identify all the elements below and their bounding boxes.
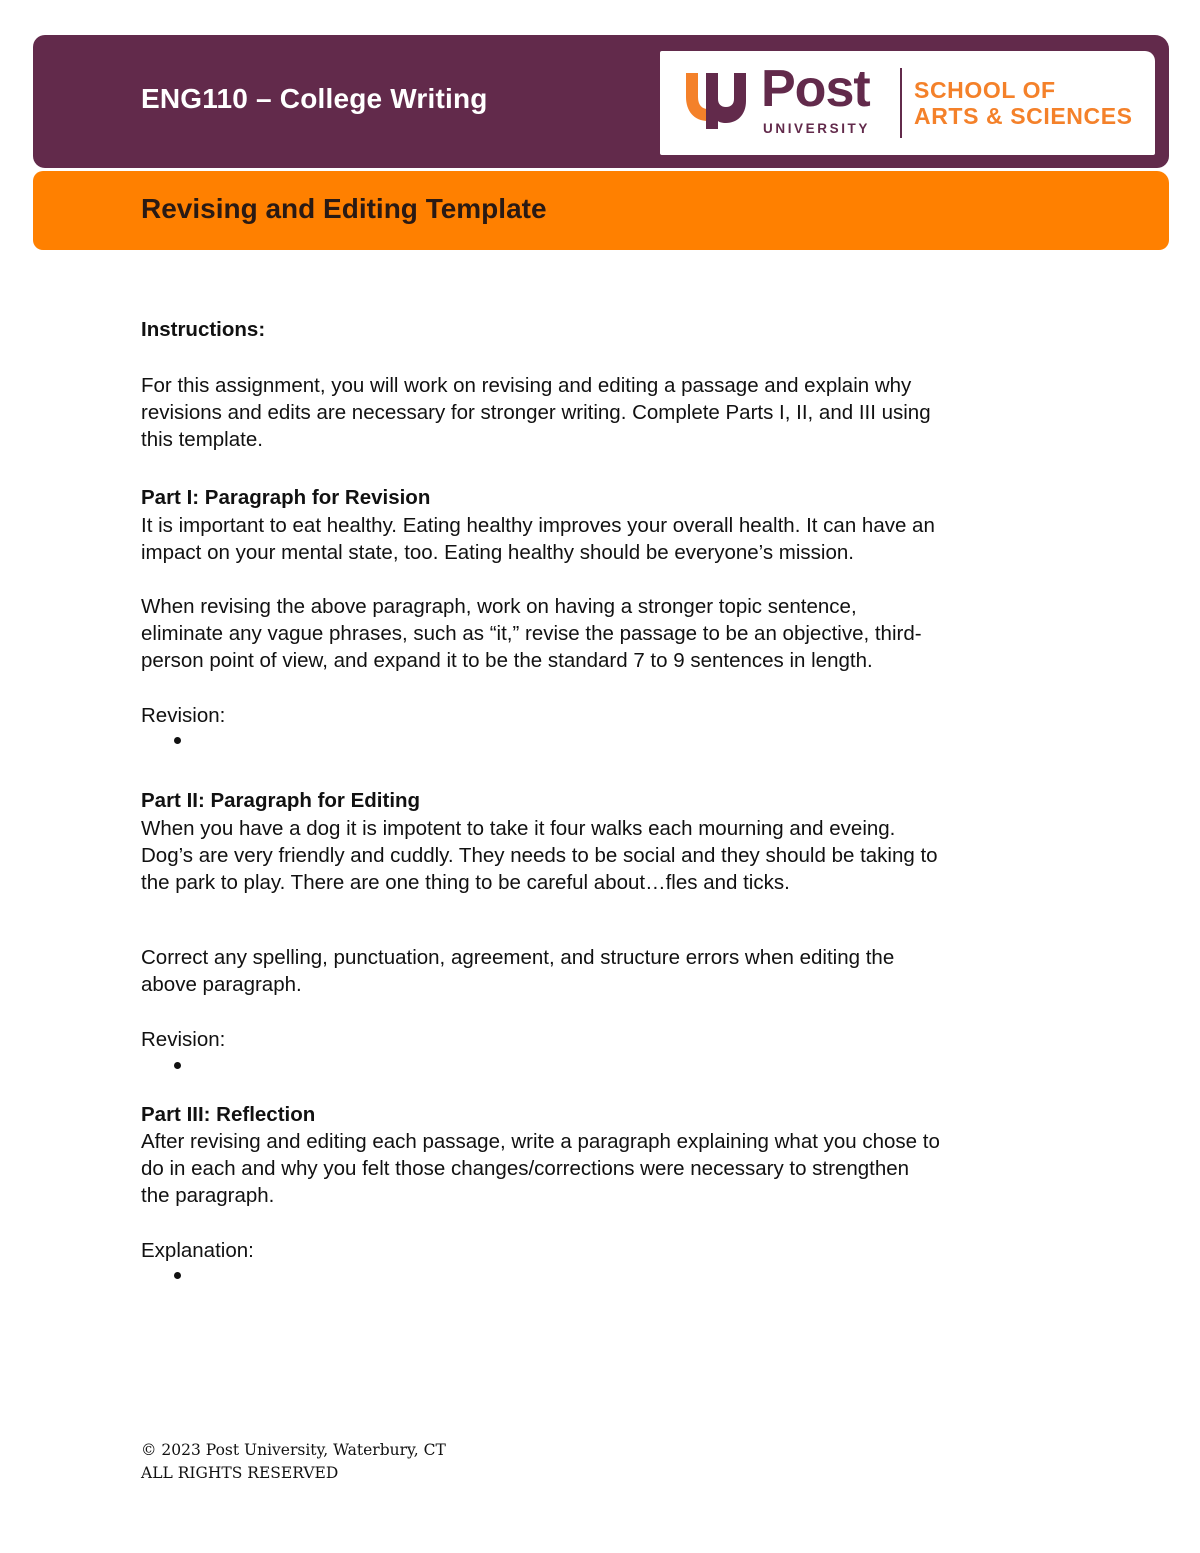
instructions-line: revisions and edits are necessary for stronger writing. Complete Parts I, II, and III using	[141, 401, 931, 424]
footer-copyright: © 2023 Post University, Waterbury, CT	[141, 1441, 446, 1459]
course-title: ENG110 – College Writing	[141, 83, 488, 114]
post-university-logo	[660, 51, 1155, 155]
document-title: Revising and Editing Template	[141, 193, 547, 224]
part1-instructions-line: When revising the above paragraph, work on having a stronger topic sentence,	[141, 595, 857, 618]
header-band	[33, 35, 1169, 168]
part1-instructions-line: person point of view, and expand it to be the standard 7 to 9 sentences in length.	[141, 649, 873, 672]
post-u-mark-icon	[684, 69, 748, 131]
part3-paragraph-line: After revising and editing each passage, write a paragraph explaining what you chose to	[141, 1130, 940, 1153]
part3-paragraph-line: the paragraph.	[141, 1184, 275, 1207]
part1-instructions-line: eliminate any vague phrases, such as “it,” revise the passage to be an objective, third-	[141, 622, 922, 645]
part2-instructions-line: above paragraph.	[141, 973, 302, 996]
logo-school-line1: SCHOOL OF	[914, 77, 1056, 103]
logo-divider	[900, 68, 902, 138]
part1-paragraph-line: impact on your mental state, too. Eating healthy should be everyone’s mission.	[141, 541, 854, 564]
part2-paragraph-line: Dog’s are very friendly and cuddly. They needs to be social and they should be taking to	[141, 844, 938, 867]
part2-paragraph-line: the park to play. There are one thing to be careful about…fles and ticks.	[141, 871, 790, 894]
footer	[141, 1439, 446, 1485]
part2-paragraph-line: When you have a dog it is impotent to take it four walks each mourning and eveing.	[141, 817, 896, 840]
part2-instructions-line: Correct any spelling, punctuation, agreement, and structure errors when editing the	[141, 946, 895, 969]
part2-instructions	[141, 944, 894, 998]
part1-revision-label: Revision:	[141, 704, 226, 727]
logo-university-text: UNIVERSITY	[763, 121, 871, 136]
logo-school-line2: ARTS & SCIENCES	[914, 103, 1133, 129]
part1-heading: Part I: Paragraph for Revision	[141, 486, 431, 509]
part2-revision-bullet[interactable]	[174, 1062, 181, 1069]
part2-paragraph	[141, 815, 938, 896]
instructions-line: For this assignment, you will work on revising and editing a passage and explain why	[141, 374, 912, 397]
part3-heading: Part III: Reflection	[141, 1103, 316, 1126]
part1-paragraph	[141, 512, 935, 566]
part1-instructions	[141, 593, 922, 674]
instructions-heading: Instructions:	[141, 318, 266, 341]
part2-revision-label: Revision:	[141, 1028, 226, 1051]
part2-heading: Part II: Paragraph for Editing	[141, 789, 421, 812]
part3-paragraph	[141, 1128, 940, 1209]
part1-revision-bullet[interactable]	[174, 737, 181, 744]
title-band	[33, 171, 1169, 250]
logo-wordmark: Post	[761, 60, 870, 118]
instructions-line: this template.	[141, 428, 263, 451]
instructions-text	[141, 372, 931, 453]
footer-rights: ALL RIGHTS RESERVED	[141, 1464, 339, 1482]
part3-explanation-label: Explanation:	[141, 1239, 254, 1262]
part1-paragraph-line: It is important to eat healthy. Eating healthy improves your overall health. It can have an	[141, 514, 935, 537]
part3-paragraph-line: do in each and why you felt those changes/corrections were necessary to strengthen	[141, 1157, 910, 1180]
part3-explanation-bullet[interactable]	[174, 1272, 181, 1279]
logo-school-name	[914, 77, 1133, 129]
